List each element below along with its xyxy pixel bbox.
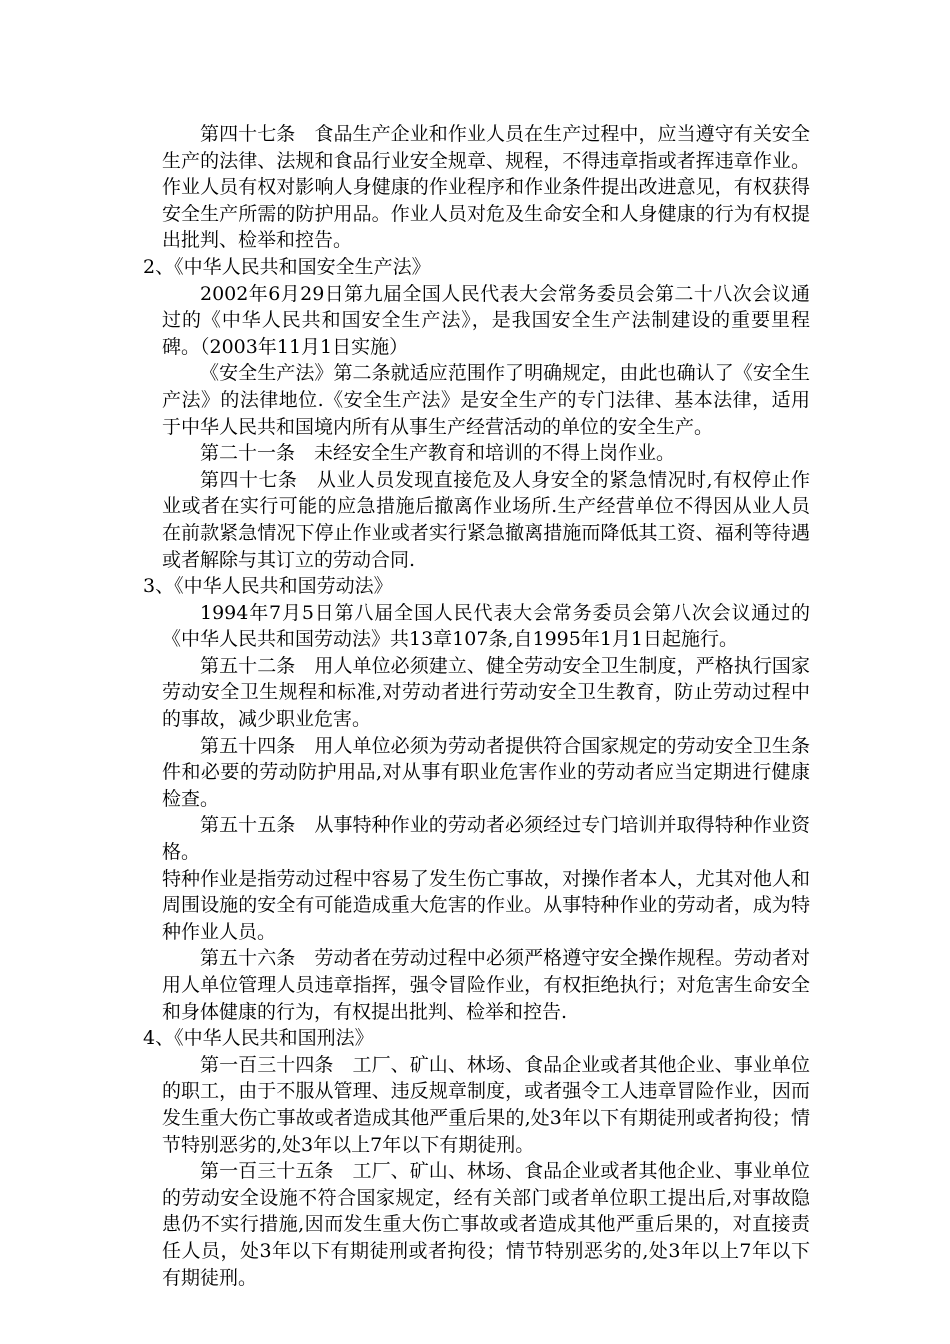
- article-paragraph: 第五十五条 从事特种作业的劳动者必须经过专门培训并取得特种作业资格。: [162, 814, 810, 864]
- article-paragraph: 第四十七条 从业人员发现直接危及人身安全的紧急情况时,有权停止作业或者在实行可能的应急措施后撤离作业场所.生产经营单位不得因从业人员在前款紧急情况下停止作业或者实行紧急撤离措施而降低其工资、福利等待遇或者解除与其订立的劳动合同.: [162, 468, 810, 571]
- document-body: [143, 121, 810, 1291]
- article-paragraph: 第五十六条 劳动者在劳动过程中必须严格遵守安全操作规程。劳动者对用人单位管理人员违章指挥，强令冒险作业，有权拒绝执行；对危害生命安全和身体健康的行为，有权提出批判、检举和控告.: [162, 947, 810, 1023]
- section-heading: 4、《中华人民共和国刑法》: [143, 1027, 374, 1050]
- article-paragraph: 第一百三十四条 工厂、矿山、林场、食品企业或者其他企业、事业单位的职工，由于不服从管理、违反规章制度，或者强令工人违章冒险作业，因而发生重大伤亡事故或者造成其他严重后果的,处3年以下有期徒刑或者拘役；情节特别恶劣的,处3年以上7年以下有期徒刑。: [162, 1053, 810, 1156]
- section-heading: 3、《中华人民共和国劳动法》: [143, 575, 393, 598]
- body-paragraph: 1994年7月5日第八届全国人民代表大会常务委员会第八次会议通过的《中华人民共和国劳动法》共13章107条,自1995年1月1日起施行。: [162, 601, 810, 651]
- article-paragraph: 第一百三十五条 工厂、矿山、林场、食品企业或者其他企业、事业单位的劳动安全设施不符合国家规定，经有关部门或者单位职工提出后,对事故隐患仍不实行措施,因而发生重大伤亡事故或者造成其他严重后果的，对直接责任人员，处3年以下有期徒刑或者拘役；情节特别恶劣的,处3年以上7年以下有期徒刑。: [162, 1160, 810, 1289]
- body-paragraph: 2002年6月29日第九届全国人民代表大会常务委员会第二十八次会议通过的《中华人民共和国安全生产法》，是我国安全生产法制建设的重要里程碑。（2003年11月1日实施）: [162, 282, 810, 358]
- body-paragraph: 特种作业是指劳动过程中容易了发生伤亡事故，对操作者本人，尤其对他人和周围设施的安全有可能造成重大危害的作业。从事特种作业的劳动者，成为特种作业人员。: [162, 867, 810, 943]
- article-paragraph: 第五十四条 用人单位必须为劳动者提供符合国家规定的劳动安全卫生条件和必要的劳动防护用品,对从事有职业危害作业的劳动者应当定期进行健康检查。: [162, 734, 810, 810]
- article-paragraph: 第四十七条 食品生产企业和作业人员在生产过程中，应当遵守有关安全生产的法律、法规和食品行业安全规章、规程，不得违章指或者挥违章作业。作业人员有权对影响人身健康的作业程序和作业条件提出改进意见，有权获得安全生产所需的防护用品。作业人员对危及生命安全和人身健康的行为有权提出批判、检举和控告。: [162, 123, 810, 252]
- article-paragraph: 第五十二条 用人单位必须建立、健全劳动安全卫生制度，严格执行国家劳动安全卫生规程和标准,对劳动者进行劳动安全卫生教育，防止劳动过程中的事故，减少职业危害。: [162, 654, 810, 731]
- body-paragraph: 《安全生产法》第二条就适应范围作了明确规定，由此也确认了《安全生产法》的法律地位.《安全生产法》是安全生产的专门法律、基本法律，适用于中华人民共和国境内所有从事生产经营活动的单位的安全生产。: [162, 362, 810, 438]
- article-paragraph: 第二十一条 未经安全生产教育和培训的不得上岗作业。: [200, 442, 676, 465]
- section-heading: 2、《中华人民共和国安全生产法》: [143, 255, 431, 278]
